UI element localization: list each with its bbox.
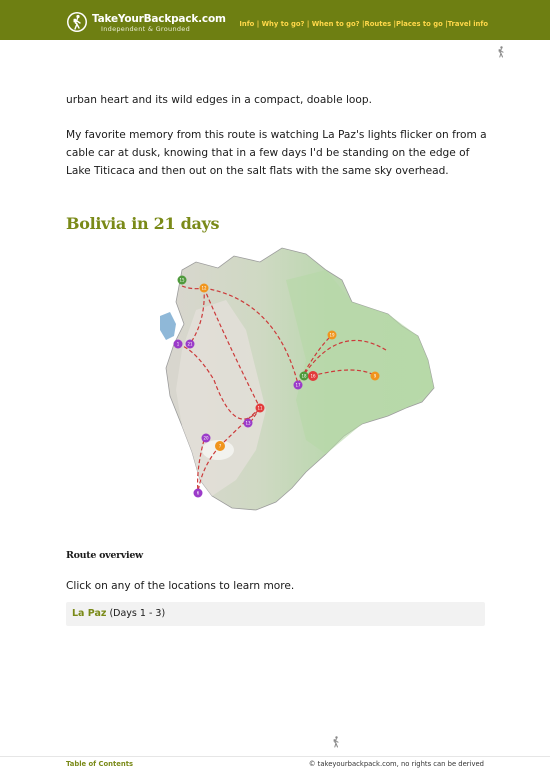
route-map[interactable] (156, 240, 446, 515)
brand-tagline: Independent & Grounded (101, 25, 191, 33)
nav-item-when[interactable]: When to go? (311, 20, 360, 28)
hiker-icon (496, 46, 506, 58)
top-nav: Info | Why to go? | When to go? |Routes |Places to go |Travel info (239, 20, 488, 28)
intro-paragraph-end: urban heart and its wild edges in a compact, doable loop. (66, 94, 372, 106)
table-of-contents-link[interactable]: Table of Contents (66, 760, 133, 768)
hiker-globe-icon[interactable] (66, 11, 88, 33)
svg-text:12: 12 (201, 285, 207, 291)
svg-text:7: 7 (218, 443, 222, 449)
svg-text:17: 17 (295, 382, 301, 388)
hiker-icon (331, 736, 341, 748)
map-stop[interactable] (328, 331, 337, 340)
map-stop[interactable] (174, 340, 183, 349)
map-stop[interactable] (308, 371, 318, 381)
map-stop[interactable] (244, 419, 253, 428)
brand-name[interactable]: TakeYourBackpack.com (92, 13, 226, 25)
map-stop[interactable] (215, 441, 225, 451)
svg-text:19: 19 (329, 332, 335, 338)
map-stop[interactable] (194, 489, 203, 498)
nav-item-why[interactable]: Why to go? (261, 20, 305, 28)
svg-text:9: 9 (373, 373, 377, 379)
site-header (0, 0, 550, 40)
svg-text:13: 13 (245, 420, 251, 426)
svg-text:6: 6 (196, 490, 200, 496)
svg-text:20: 20 (203, 435, 209, 441)
map-stop[interactable] (178, 276, 187, 285)
map-stop[interactable] (371, 372, 380, 381)
copyright-notice: © takeyourbackpack.com, no rights can be derived (308, 760, 484, 768)
map-stop[interactable] (300, 372, 309, 381)
footer-divider (0, 756, 550, 757)
svg-text:18: 18 (301, 373, 307, 379)
nav-item-places[interactable]: Places to go (395, 20, 443, 28)
location-days: (Days 1 - 3) (109, 608, 166, 619)
map-stop[interactable] (256, 404, 265, 413)
location-name[interactable]: La Paz (72, 608, 107, 619)
svg-text:15: 15 (179, 277, 185, 283)
map-stop[interactable] (202, 434, 211, 443)
nav-item-routes[interactable]: Routes (364, 20, 392, 28)
map-stop[interactable] (186, 340, 195, 349)
svg-text:21: 21 (187, 341, 193, 347)
svg-text:16: 16 (310, 373, 316, 379)
nav-item-info[interactable]: Info (239, 20, 255, 28)
lake-titicaca (160, 312, 176, 340)
nav-item-travel-info[interactable]: Travel info (447, 20, 488, 28)
map-stop[interactable] (200, 284, 209, 293)
svg-text:11: 11 (257, 405, 263, 411)
route-title: Bolivia in 21 days (66, 214, 220, 233)
favorite-memory-paragraph: My favorite memory from this route is watching La Paz's lights flicker on from a cable car at dusk, knowing that in a few days I'd be standing on the edge of Lake Titicaca and then out on the salt flats with the same sky overhead. (66, 129, 487, 177)
svg-text:1: 1 (176, 341, 180, 347)
lowlands-tint (286, 270, 434, 454)
route-overview-heading: Route overview (66, 550, 143, 561)
map-stop[interactable] (294, 381, 303, 390)
location-row-la-paz[interactable] (66, 602, 485, 626)
click-instruction: Click on any of the locations to learn more. (66, 580, 295, 592)
